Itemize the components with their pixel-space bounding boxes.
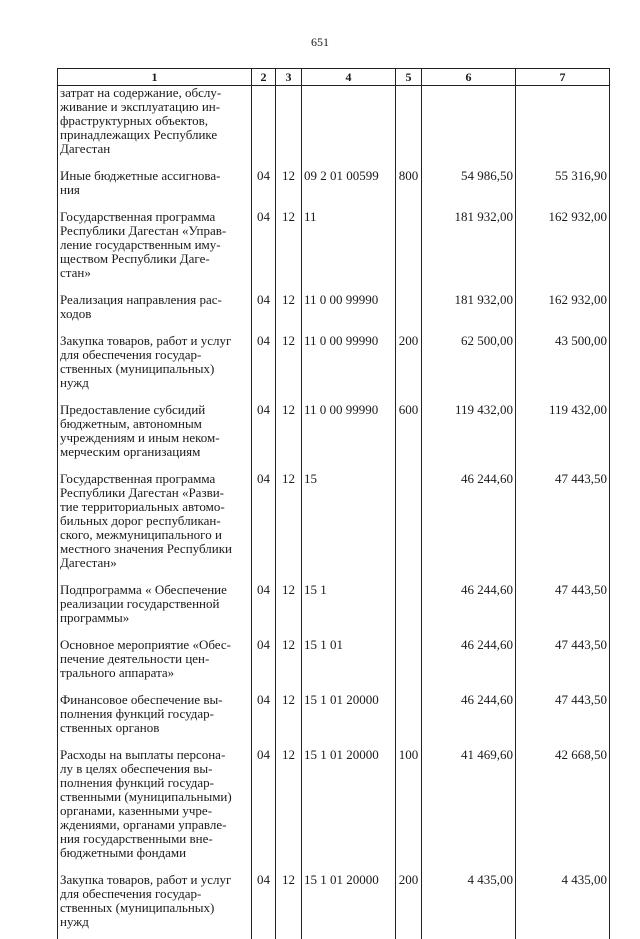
- target-article-cell: 09 2 01 00599: [302, 169, 396, 197]
- target-article-cell: [302, 86, 396, 157]
- item-name-line: трального аппарата»: [60, 666, 249, 680]
- amount-col7-cell: 47 443,50: [516, 693, 610, 735]
- item-name-line: Дагестан: [60, 142, 249, 156]
- item-name-line: фраструктурных объектов,: [60, 114, 249, 128]
- target-article-cell: 11 0 00 99990: [302, 293, 396, 321]
- item-name-line: Иные бюджетные ассигнова-: [60, 169, 249, 183]
- item-name-cell: [58, 334, 252, 390]
- item-name-line: Предоставление субсидий: [60, 403, 249, 417]
- table-row: [58, 86, 610, 157]
- header-col-7: 7: [516, 69, 610, 86]
- expense-type-cell: [396, 693, 422, 735]
- item-name-line: нужд: [60, 915, 249, 929]
- expense-type-cell: [396, 86, 422, 157]
- item-name-line: живание и эксплуатацию ин-: [60, 100, 249, 114]
- spacer-cell: [58, 929, 252, 939]
- table-row: [58, 638, 610, 680]
- item-name-line: бюджетным, автономным: [60, 417, 249, 431]
- amount-col7-cell: 119 432,00: [516, 403, 610, 459]
- amount-col7-cell: 47 443,50: [516, 583, 610, 625]
- amount-col6-cell: 119 432,00: [422, 403, 516, 459]
- amount-col6-cell: [422, 86, 516, 157]
- item-name-line: Государственная программа: [60, 472, 249, 486]
- subsection-cell: 12: [276, 638, 302, 680]
- item-name-line: Республики Дагестан «Разви-: [60, 486, 249, 500]
- page-number: 651: [0, 35, 640, 50]
- section-cell: 04: [252, 169, 276, 197]
- section-cell: 04: [252, 210, 276, 280]
- amount-col6-cell: 181 932,00: [422, 210, 516, 280]
- table-row: [58, 293, 610, 321]
- item-name-line: бильных дорог республикан-: [60, 514, 249, 528]
- subsection-cell: 12: [276, 748, 302, 860]
- spacer-cell: [396, 680, 422, 693]
- section-cell: 04: [252, 583, 276, 625]
- target-article-cell: 15 1 01 20000: [302, 748, 396, 860]
- item-name-line: ществом Республики Даге-: [60, 252, 249, 266]
- item-name-cell: [58, 293, 252, 321]
- spacer-cell: [396, 625, 422, 638]
- amount-col7-cell: [516, 86, 610, 157]
- spacer-cell: [422, 929, 516, 939]
- amount-col7-cell: 47 443,50: [516, 472, 610, 570]
- table-row: [58, 169, 610, 197]
- item-name-line: учреждениям и иным неком-: [60, 431, 249, 445]
- amount-col6-cell: 46 244,60: [422, 693, 516, 735]
- header-col-4: 4: [302, 69, 396, 86]
- item-name-line: Дагестан»: [60, 556, 249, 570]
- row-spacer: [58, 929, 610, 939]
- amount-col7-cell: 4 435,00: [516, 873, 610, 929]
- subsection-cell: [276, 86, 302, 157]
- item-name-cell: [58, 638, 252, 680]
- table-row: [58, 583, 610, 625]
- item-name-cell: [58, 169, 252, 197]
- target-article-cell: 15: [302, 472, 396, 570]
- subsection-cell: 12: [276, 293, 302, 321]
- section-cell: 04: [252, 472, 276, 570]
- item-name-line: Расходы на выплаты персона-: [60, 748, 249, 762]
- item-name-line: органами, казенными учре-: [60, 804, 249, 818]
- amount-col7-cell: 47 443,50: [516, 638, 610, 680]
- item-name-cell: [58, 403, 252, 459]
- item-name-cell: [58, 583, 252, 625]
- item-name-line: стан»: [60, 266, 249, 280]
- item-name-cell: [58, 86, 252, 157]
- table-row: [58, 873, 610, 929]
- section-cell: [252, 86, 276, 157]
- amount-col7-cell: 42 668,50: [516, 748, 610, 860]
- item-name-line: Основное мероприятие «Обес-: [60, 638, 249, 652]
- item-name-line: реализации государственной: [60, 597, 249, 611]
- subsection-cell: 12: [276, 334, 302, 390]
- target-article-cell: 15 1: [302, 583, 396, 625]
- subsection-cell: 12: [276, 472, 302, 570]
- expense-type-cell: [396, 583, 422, 625]
- item-name-line: полнения функций государ-: [60, 776, 249, 790]
- item-name-line: печение деятельности цен-: [60, 652, 249, 666]
- subsection-cell: 12: [276, 210, 302, 280]
- table-row: [58, 210, 610, 280]
- table-header-row: [58, 69, 610, 86]
- amount-col6-cell: 181 932,00: [422, 293, 516, 321]
- item-name-line: Республики Дагестан «Управ-: [60, 224, 249, 238]
- target-article-cell: 15 1 01 20000: [302, 873, 396, 929]
- budget-table: [57, 68, 610, 939]
- target-article-cell: 11: [302, 210, 396, 280]
- subsection-cell: 12: [276, 169, 302, 197]
- item-name-line: местного значения Республики: [60, 542, 249, 556]
- item-name-line: для обеспечения государ-: [60, 348, 249, 362]
- table-row: [58, 748, 610, 860]
- item-name-line: бюджетными фондами: [60, 846, 249, 860]
- item-name-line: Закупка товаров, работ и услуг: [60, 334, 249, 348]
- item-name-line: для обеспечения государ-: [60, 887, 249, 901]
- header-col-6: 6: [422, 69, 516, 86]
- expense-type-cell: [396, 293, 422, 321]
- amount-col7-cell: 162 932,00: [516, 293, 610, 321]
- item-name-line: принадлежащих Республике: [60, 128, 249, 142]
- item-name-line: Финансовое обеспечение вы-: [60, 693, 249, 707]
- amount-col7-cell: 55 316,90: [516, 169, 610, 197]
- expense-type-cell: 600: [396, 403, 422, 459]
- target-article-cell: 11 0 00 99990: [302, 403, 396, 459]
- section-cell: 04: [252, 693, 276, 735]
- spacer-cell: [396, 459, 422, 472]
- table-row: [58, 403, 610, 459]
- target-article-cell: 15 1 01: [302, 638, 396, 680]
- target-article-cell: 11 0 00 99990: [302, 334, 396, 390]
- subsection-cell: 12: [276, 693, 302, 735]
- expense-type-cell: 100: [396, 748, 422, 860]
- item-name-cell: [58, 472, 252, 570]
- expense-type-cell: 200: [396, 873, 422, 929]
- subsection-cell: 12: [276, 583, 302, 625]
- item-name-line: ния государственными вне-: [60, 832, 249, 846]
- amount-col6-cell: 46 244,60: [422, 583, 516, 625]
- item-name-cell: [58, 873, 252, 929]
- amount-col6-cell: 62 500,00: [422, 334, 516, 390]
- expense-type-cell: 200: [396, 334, 422, 390]
- spacer-cell: [516, 929, 610, 939]
- item-name-line: ского, межмуниципального и: [60, 528, 249, 542]
- header-col-2: 2: [252, 69, 276, 86]
- spacer-cell: [396, 197, 422, 210]
- item-name-cell: [58, 748, 252, 860]
- amount-col6-cell: 46 244,60: [422, 638, 516, 680]
- subsection-cell: 12: [276, 403, 302, 459]
- item-name-line: полнения функций государ-: [60, 707, 249, 721]
- spacer-cell: [396, 280, 422, 293]
- item-name-line: ния: [60, 183, 249, 197]
- target-article-cell: 15 1 01 20000: [302, 693, 396, 735]
- subsection-cell: 12: [276, 873, 302, 929]
- item-name-line: ственных (муниципальных): [60, 362, 249, 376]
- expense-type-cell: [396, 472, 422, 570]
- expense-type-cell: [396, 210, 422, 280]
- item-name-line: затрат на содержание, обслу-: [60, 86, 249, 100]
- header-col-1: 1: [58, 69, 252, 86]
- item-name-cell: [58, 210, 252, 280]
- item-name-line: мерческим организациям: [60, 445, 249, 459]
- item-name-line: Закупка товаров, работ и услуг: [60, 873, 249, 887]
- section-cell: 04: [252, 403, 276, 459]
- table-row: [58, 693, 610, 735]
- table-row: [58, 472, 610, 570]
- section-cell: 04: [252, 748, 276, 860]
- spacer-cell: [396, 570, 422, 583]
- item-name-line: программы»: [60, 611, 249, 625]
- item-name-line: ление государственным иму-: [60, 238, 249, 252]
- expense-type-cell: 800: [396, 169, 422, 197]
- header-col-3: 3: [276, 69, 302, 86]
- item-name-line: нужд: [60, 376, 249, 390]
- spacer-cell: [302, 929, 396, 939]
- table-body: [58, 86, 610, 939]
- item-name-cell: [58, 693, 252, 735]
- item-name-line: Подпрограмма « Обеспечение: [60, 583, 249, 597]
- section-cell: 04: [252, 334, 276, 390]
- spacer-cell: [396, 929, 422, 939]
- item-name-line: ходов: [60, 307, 249, 321]
- header-col-5: 5: [396, 69, 422, 86]
- table-row: [58, 334, 610, 390]
- item-name-line: Государственная программа: [60, 210, 249, 224]
- item-name-line: ственных органов: [60, 721, 249, 735]
- amount-col6-cell: 4 435,00: [422, 873, 516, 929]
- amount-col7-cell: 43 500,00: [516, 334, 610, 390]
- spacer-cell: [252, 929, 276, 939]
- item-name-line: тие территориальных автомо-: [60, 500, 249, 514]
- amount-col6-cell: 54 986,50: [422, 169, 516, 197]
- item-name-line: лу в целях обеспечения вы-: [60, 762, 249, 776]
- amount-col6-cell: 46 244,60: [422, 472, 516, 570]
- section-cell: 04: [252, 293, 276, 321]
- item-name-line: ждениями, органами управле-: [60, 818, 249, 832]
- item-name-line: ственных (муниципальных): [60, 901, 249, 915]
- expense-type-cell: [396, 638, 422, 680]
- section-cell: 04: [252, 638, 276, 680]
- section-cell: 04: [252, 873, 276, 929]
- item-name-line: Реализация направления рас-: [60, 293, 249, 307]
- amount-col7-cell: 162 932,00: [516, 210, 610, 280]
- spacer-cell: [276, 929, 302, 939]
- item-name-line: ственными (муниципальными): [60, 790, 249, 804]
- amount-col6-cell: 41 469,60: [422, 748, 516, 860]
